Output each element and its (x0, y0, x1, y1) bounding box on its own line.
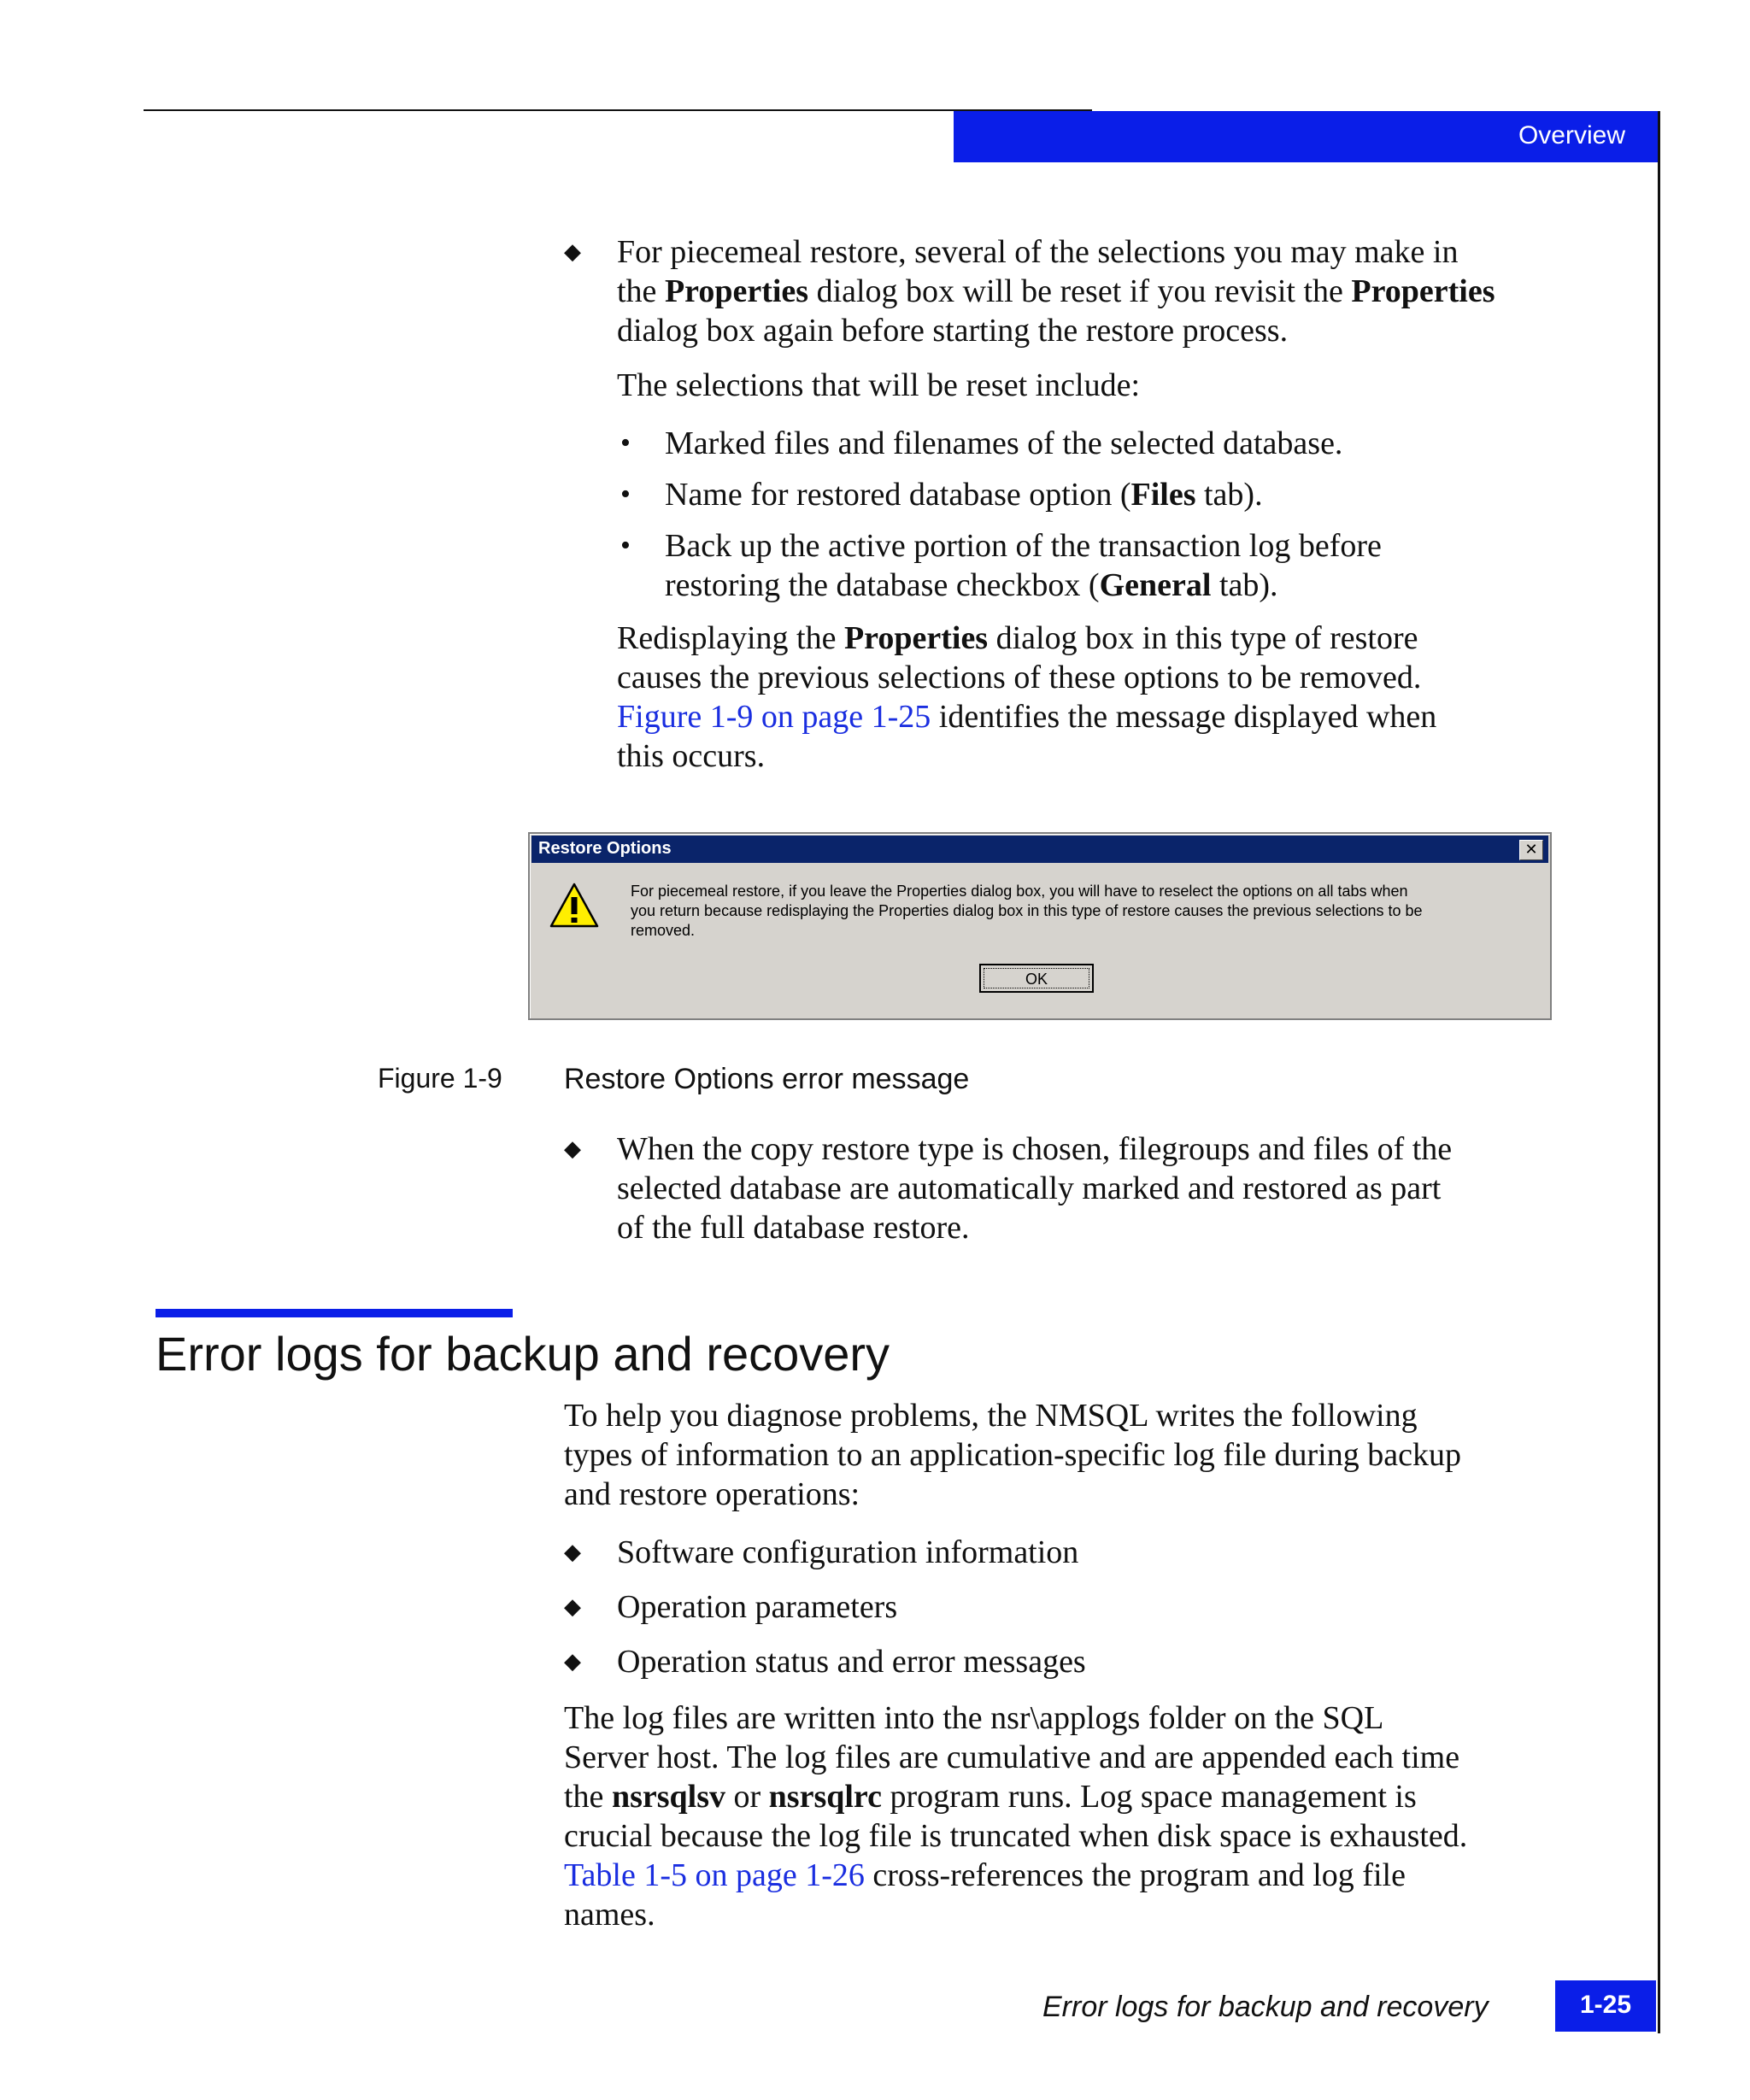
diamond-bullet-icon: ◆ (564, 1649, 581, 1674)
figure-caption: Restore Options error message (564, 1063, 970, 1095)
figure-label: Figure 1-9 (378, 1063, 502, 1094)
table-1-5-link[interactable]: Table 1-5 on page 1-26 (564, 1857, 865, 1893)
figure-1-9-link[interactable]: Figure 1-9 on page 1-25 (617, 699, 931, 735)
log-files-paragraph: The log files are written into the nsr\applogs folder on the SQL Server host. The log files are cumulative and are appended each time the nsrsqlsv or nsrsqlrc program runs. Log space management is crucial because the log file is truncated when disk space is exhausted. Table 1-5 on page 1-26 cross-references the program and log file names. (564, 1700, 1468, 1933)
page-number: 1-25 (1579, 1991, 1632, 2019)
diamond-bullet-icon: ◆ (564, 1540, 581, 1564)
header-bar (954, 111, 1659, 162)
warning-icon (549, 882, 600, 930)
dialog-message: For piecemeal restore, if you leave the Properties dialog box, you will have to reselect the options on all tabs when you return because redisplaying the Properties dialog box in this type of restore causes the previous selections to be removed. (631, 883, 1423, 939)
close-icon[interactable]: ✕ (1519, 840, 1543, 860)
top-rule (144, 109, 1092, 111)
text-line: the Properties dialog box will be reset if you revisit the Properties (617, 273, 1495, 309)
selections-intro: The selections that will be reset include: (617, 367, 1141, 403)
text-line: For piecemeal restore, several of the selections you may make in (617, 234, 1459, 270)
section-intro: To help you diagnose problems, the NMSQL writes the following types of information to an application-specific log file during backup and restore operations: (564, 1398, 1461, 1512)
right-margin-rule (1658, 111, 1660, 2033)
restore-options-dialog (528, 832, 1552, 1020)
section-rule (156, 1309, 513, 1317)
diamond-bullet-icon: ◆ (564, 239, 581, 264)
section-header-label: Overview (1518, 121, 1625, 150)
list-item: Software configuration information (617, 1534, 1079, 1570)
footer-title: Error logs for backup and recovery (1042, 1991, 1489, 2023)
bullet1-paragraph (617, 232, 1642, 350)
sub-bullet-2: Name for restored database option (Files tab). (665, 477, 1263, 513)
sub-bullet-3: Back up the active portion of the transaction log before restoring the database checkbox (General tab). (665, 528, 1382, 603)
redisplay-paragraph: Redisplaying the Properties dialog box in this type of restore causes the previous selections of these options to be removed. Figure 1-9 on page 1-25 identifies the message displayed when this occurs. (617, 620, 1437, 774)
diamond-bullet-icon: ◆ (564, 1594, 581, 1619)
sub-bullet-1: Marked files and filenames of the selected database. (665, 425, 1343, 461)
ok-button[interactable] (979, 964, 1094, 993)
list-item: Operation status and error messages (617, 1644, 1086, 1680)
dialog-title: Restore Options (538, 839, 672, 858)
list-item: Operation parameters (617, 1589, 898, 1625)
section-heading: Error logs for backup and recovery (156, 1327, 890, 1381)
dot-bullet-icon: • (620, 478, 631, 510)
dialog-titlebar (531, 836, 1548, 863)
bullet2-paragraph: When the copy restore type is chosen, filegroups and files of the selected database are automatically marked and restored as part of the full database restore. (617, 1131, 1453, 1246)
ok-button-label: OK (984, 968, 1089, 988)
dot-bullet-icon: • (620, 530, 631, 561)
text-line: dialog box again before starting the restore process. (617, 313, 1289, 349)
diamond-bullet-icon: ◆ (564, 1136, 581, 1161)
page-number-box (1555, 1980, 1656, 2032)
dot-bullet-icon: • (620, 427, 631, 459)
